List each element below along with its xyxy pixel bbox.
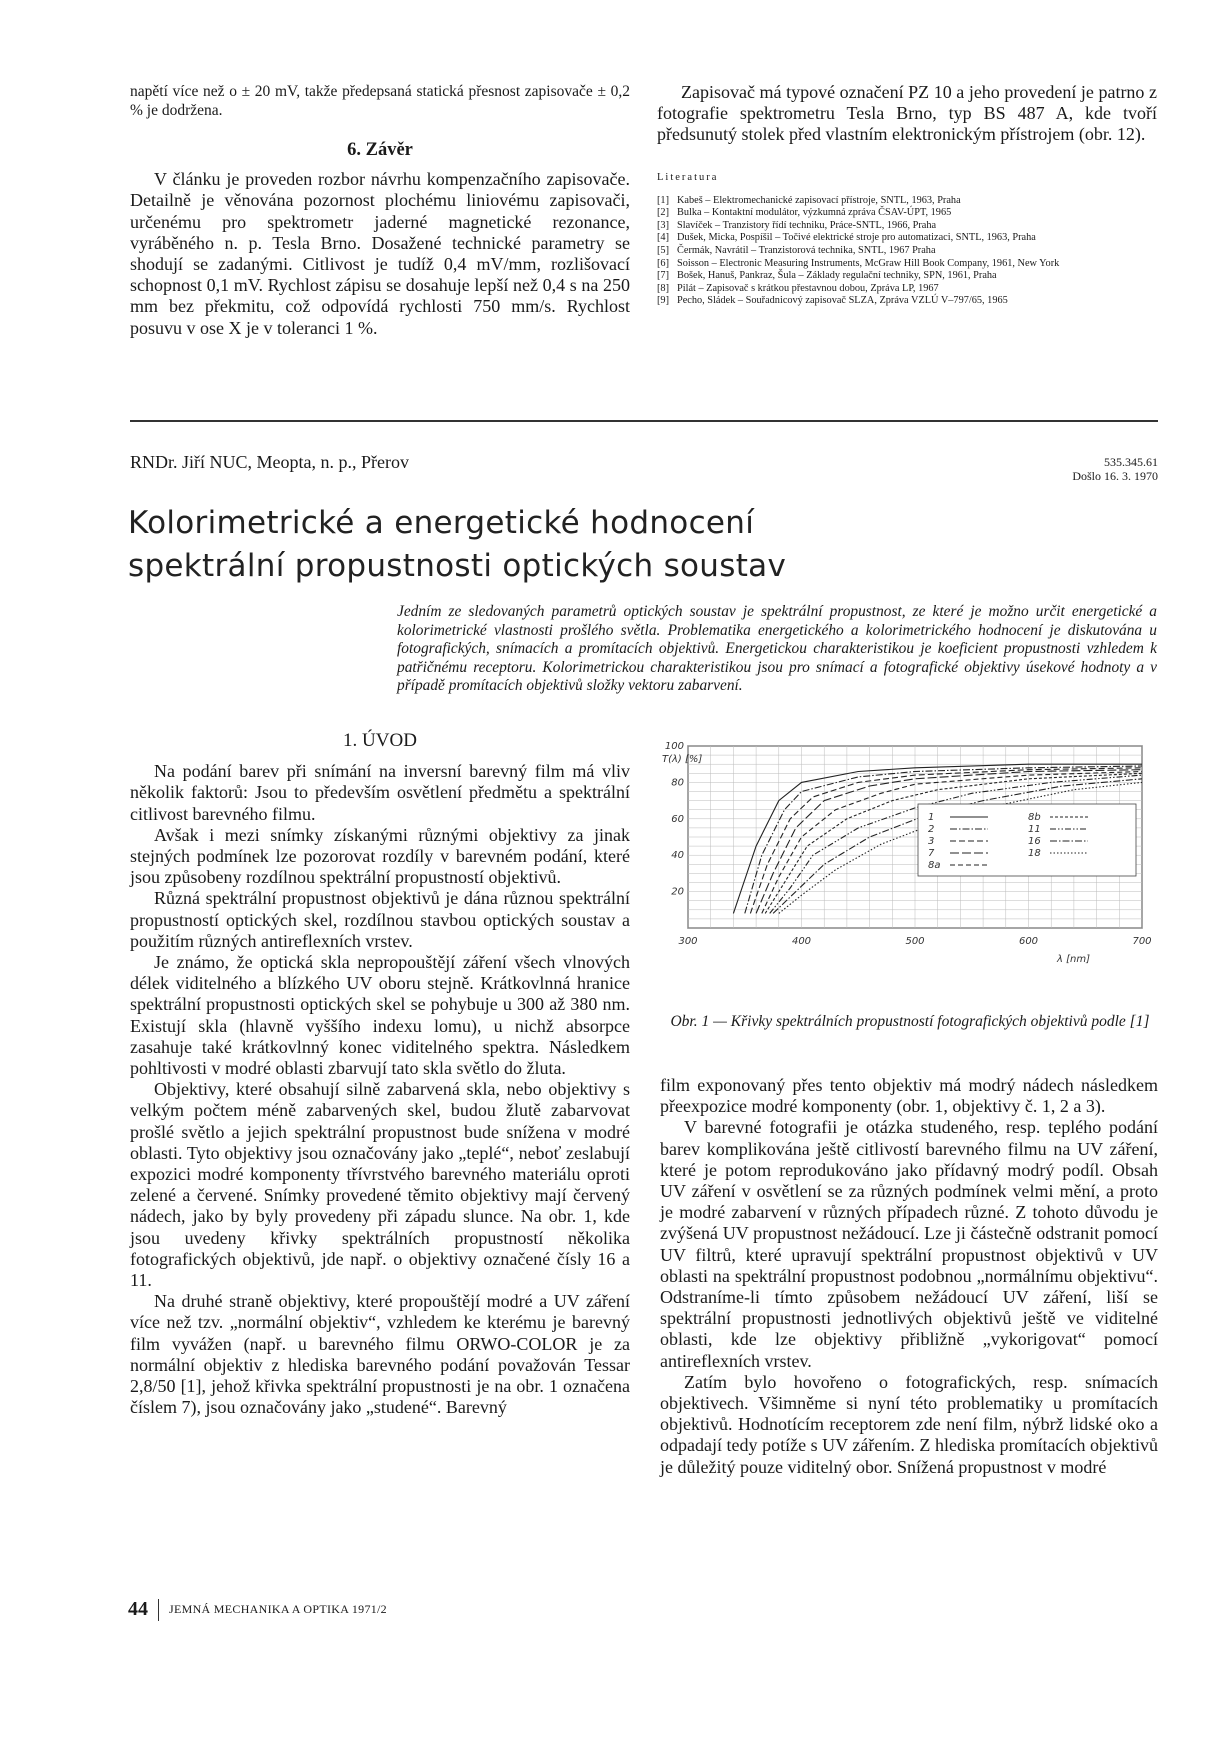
reference-number: [1] bbox=[657, 194, 670, 206]
reference-item bbox=[657, 220, 1157, 233]
main-left-column bbox=[130, 730, 630, 1419]
legend-label-11: 11 bbox=[1028, 824, 1041, 835]
title-line-1: Kolorimetrické a energetické hodnocení bbox=[128, 505, 755, 541]
reference-number: [7] bbox=[657, 270, 670, 282]
reference-number: [8] bbox=[657, 282, 670, 294]
top-left-paragraph-2: V článku je proveden rozbor návrhu kompenzačního zapisovače. Detailně je věnována pozornost plochému liniovému zapisovači, určenému pro spektrometr jaderné magnetické rezonance, vyráběného n. p. Tesla Brno. Dosažené technické parametry se shodují se zadanými. Citlivost je tudíž 0,4 mV/mm, rozlišovací schopnost 0,1 mV. Rychlost zápisu se dosahuje lepší než 0,4 s na 250 mm bez překmitu, což odpovídá rychlosti 750 mm/s. Rychlost posuvu v ose X je v toleranci 1 %. bbox=[130, 169, 630, 338]
x-tick-label: 400 bbox=[791, 936, 812, 947]
reference-list bbox=[657, 195, 1157, 308]
body-paragraph: Zatím bylo hovořeno o fotografických, resp. snímacích objektivech. Všimněme si nyní této problematiky u promítacích objektivů. Hodnotícím receptorem zde není film, nýbrž lidské oko a odpadají tedy potíže s UV zářením. Z hlediska promítacích objektivů je důležitý pouze viditelný obor. Snížená propustnost v modré bbox=[660, 1371, 1158, 1477]
article-meta bbox=[1000, 455, 1158, 483]
reference-text: Pilát – Zapisovač s krátkou přestavnou dobou, Zpráva LP, 1967 bbox=[677, 282, 939, 294]
journal-name: JEMNÁ MECHANIKA A OPTIKA 1971/2 bbox=[169, 1602, 387, 1616]
top-left-paragraph-1: napětí více než o ± 20 mV, takže předepsaná statická přesnost zapisovače ± 0,2 % je dodržena. bbox=[130, 83, 630, 119]
reference-number: [4] bbox=[657, 232, 670, 244]
reference-text: Čermák, Navrátil – Tranzistorová technika, SNTL, 1967 Praha bbox=[677, 244, 936, 256]
spectral-transmittance-chart bbox=[650, 732, 1160, 982]
article-abstract: Jedním ze sledovaných parametrů optických soustav je spektrální propustnost, ze které je možno určit energetické a kolorimetrické vlastnosti prošlého světla. Problematika energetického a kolorimetrického hodnocení je diskutována u fotografických, snímacích a promítacích objektivů. Energetickou charakteristikou je koeficient propustnosti vzhledem k patřičnému receptoru. Kolorimetrickou charakteristikou jsou pro snímací a fotografické objektivy úsekové hodnoty a v případě promítacích objektivů složky vektoru zabarvení. bbox=[397, 603, 1157, 695]
y-tick-label: 80 bbox=[671, 777, 684, 789]
reference-text: Soisson – Electronic Measuring Instruments, McGraw Hill Book Company, 1961, New York bbox=[677, 257, 1060, 269]
top-left-column bbox=[130, 82, 630, 339]
body-paragraph: Různá spektrální propustnost objektivů je dána různou spektrální propustností optických skel, rozdílnou stavbou optických soustav a použitím různých antireflexních vrstev. bbox=[130, 888, 630, 951]
x-tick-label: 600 bbox=[1018, 936, 1039, 947]
reference-item bbox=[657, 258, 1157, 271]
conclusion-heading: 6. Závěr bbox=[347, 140, 413, 160]
title-line-2: spektrální propustnosti optických soustav bbox=[128, 548, 787, 584]
legend-label-8a: 8a bbox=[928, 860, 941, 871]
received-date: Došlo 16. 3. 1970 bbox=[1072, 469, 1158, 483]
y-tick-label: 20 bbox=[671, 886, 684, 898]
legend-label-1: 1 bbox=[928, 812, 935, 823]
reference-item bbox=[657, 270, 1157, 283]
literature-title: Literatura bbox=[657, 171, 719, 183]
y-tick-label: 100 bbox=[664, 741, 684, 752]
reference-item bbox=[657, 207, 1157, 220]
chart-x-label: λ [nm] bbox=[1057, 954, 1090, 965]
y-tick-label: 40 bbox=[671, 850, 684, 862]
legend-label-16: 16 bbox=[1028, 836, 1041, 847]
legend-label-18: 18 bbox=[1028, 848, 1041, 859]
reference-text: Bulka – Kontaktní modulátor, výzkumná zpráva ČSAV-ÚPT, 1965 bbox=[677, 207, 952, 219]
reference-number: [6] bbox=[657, 257, 670, 269]
chart-y-label: T(λ) [%] bbox=[662, 754, 703, 765]
page-number: 44 bbox=[128, 1598, 148, 1620]
article-author: RNDr. Jiří NUC, Meopta, n. p., Přerov bbox=[130, 452, 409, 472]
reference-number: [2] bbox=[657, 207, 670, 219]
reference-number: [9] bbox=[657, 295, 670, 307]
reference-text: Kabeš – Elektromechanické zapisovací přístroje, SNTL, 1963, Praha bbox=[677, 194, 961, 206]
x-tick-label: 300 bbox=[678, 936, 698, 947]
body-paragraph: Avšak i mezi snímky získanými různými objektivy za jinak stejných podmínek lze pozorovat rozdíly v barevném podání, které jsou způsobeny rozdílnou spektrální propustností objektivů. bbox=[130, 824, 630, 888]
body-paragraph: V barevné fotografii je otázka studeného, resp. teplého podání barev komplikována ještě citlivostí barevného filmu na UV záření, které je potom reprodukováno jako přídavný modrý podíl. Obsah UV záření v osvětlení se za různých podmínek velmi mění, a proto je modré zabarvení v různých případech různé. Z tohoto důvodu je zvýšená UV propustnost nežádoucí. Lze ji částečně odstranit pomocí UV filtrů, které upravují spektrální propustnost objektivů v UV oblasti na spektrální propustnost podobnou „normálnímu objektivu“. Odstraníme-li tímto způsobem nežádoucí UV záření, liší se spektrální propustnosti jednotlivých objektivů ještě ve viditelné oblasti, kde lze objektivy přibližně „vykorigovat“ pomocí antireflexních vrstev. bbox=[660, 1117, 1158, 1371]
top-right-column bbox=[657, 82, 1157, 308]
body-paragraph: Je známo, že optická skla nepropouštějí záření všech vlnových délek viditelného a blízkého UV oboru stejně. Krátkovlnná hranice spektrální propustnosti optických skel se pohybuje u 300 až 380 nm. Existují skla (hlavně vyššího indexu lomu), u nichž absorpce zasahuje také krátkovlnný konec viditelného spektra. Následkem pohltivosti v modré oblasti zbarvují tato skla světlo do žluta. bbox=[130, 952, 630, 1079]
udc-code: 535.345.61 bbox=[1104, 455, 1158, 469]
legend-label-8b: 8b bbox=[1028, 812, 1041, 823]
reference-item bbox=[657, 232, 1157, 245]
reference-item bbox=[657, 195, 1157, 208]
body-paragraph: Na druhé straně objektivy, které propouštějí modré a UV záření více než tzv. „normální objektiv“, vzhledem ke kterému je barevný film vyvážen (např. u barevného filmu ORWO-COLOR je za normální objektiv z hlediska barevného podání považován Tessar 2,8/50 [1], jehož křivka spektrální propustnosti je na obr. 1 označena číslem 7), jsou označovány jako „studené“. Barevný bbox=[130, 1291, 630, 1418]
body-paragraph: Objektivy, které obsahují silně zabarvená skla, nebo objektivy s velkým počtem méně zabarvených skel, budou žlutě zabarvovat prošlé světlo a jejich spektrální propustnost bude snížena v modré oblasti. Tyto objektivy jsou označovány jako „teplé“, neboť zeslabují expozici modré komponenty třívrstvého barevného materiálu oproti zelené a červené. Snímky provedené těmito objektivy mají červený nádech, jako by byly provedeny při západu slunce. Na obr. 1, kde jsou uvedeny křivky spektrálních propustností několika fotografických objektivů, jde např. o objektivy označené čísly 16 a 11. bbox=[130, 1079, 630, 1291]
legend-label-7: 7 bbox=[928, 848, 935, 859]
reference-item bbox=[657, 245, 1157, 258]
chart-legend bbox=[918, 804, 1136, 876]
reference-text: Dušek, Micka, Pospíšil – Točivé elektrické stroje pro automatizaci, SNTL, 1963, Praha bbox=[677, 232, 1036, 244]
page-footer bbox=[128, 1598, 387, 1621]
reference-number: [3] bbox=[657, 219, 670, 231]
footer-divider bbox=[158, 1599, 159, 1621]
x-tick-label: 500 bbox=[905, 936, 925, 947]
reference-text: Slavíček – Tranzistory řídí techniku, Práce-SNTL, 1966, Praha bbox=[677, 219, 937, 231]
reference-number: [5] bbox=[657, 244, 670, 256]
body-paragraph: film exponovaný přes tento objektiv má modrý nádech následkem přeexpozice modré komponenty (obr. 1, objektivy č. 1, 2 a 3). bbox=[660, 1075, 1158, 1117]
reference-text: Bošek, Hanuš, Pankraz, Šula – Základy regulační techniky, SPN, 1961, Praha bbox=[677, 270, 997, 282]
reference-item bbox=[657, 295, 1157, 308]
y-tick-label: 60 bbox=[671, 813, 684, 825]
legend-label-3: 3 bbox=[928, 836, 935, 847]
article-title bbox=[128, 502, 1158, 588]
x-tick-label: 700 bbox=[1132, 936, 1152, 947]
main-right-column bbox=[660, 1075, 1158, 1478]
reference-text: Pecho, Sládek – Souřadnicový zapisovač SLZA, Zpráva VZLÚ V–797/65, 1965 bbox=[677, 295, 1008, 307]
body-paragraph: Na podání barev při snímání na inversní barevný film má vliv několik faktorů: Jsou to především osvětlení předmětu a spektrální citlivost barevného filmu. bbox=[130, 761, 630, 824]
section-divider bbox=[130, 420, 1158, 422]
figure-caption: Obr. 1 — Křivky spektrálních propustností fotografických objektivů podle [1] bbox=[670, 1013, 1150, 1030]
reference-item bbox=[657, 283, 1157, 296]
legend-label-2: 2 bbox=[928, 824, 935, 835]
section-heading: 1. ÚVOD bbox=[343, 730, 417, 751]
top-right-paragraph: Zapisovač má typové označení PZ 10 a jeho provedení je patrno z fotografie spektrometru Tesla Brno, typ BS 487 A, kde tvoří předsunutý stolek před vlastním elektronickým přístrojem (obr. 12). bbox=[657, 82, 1157, 145]
